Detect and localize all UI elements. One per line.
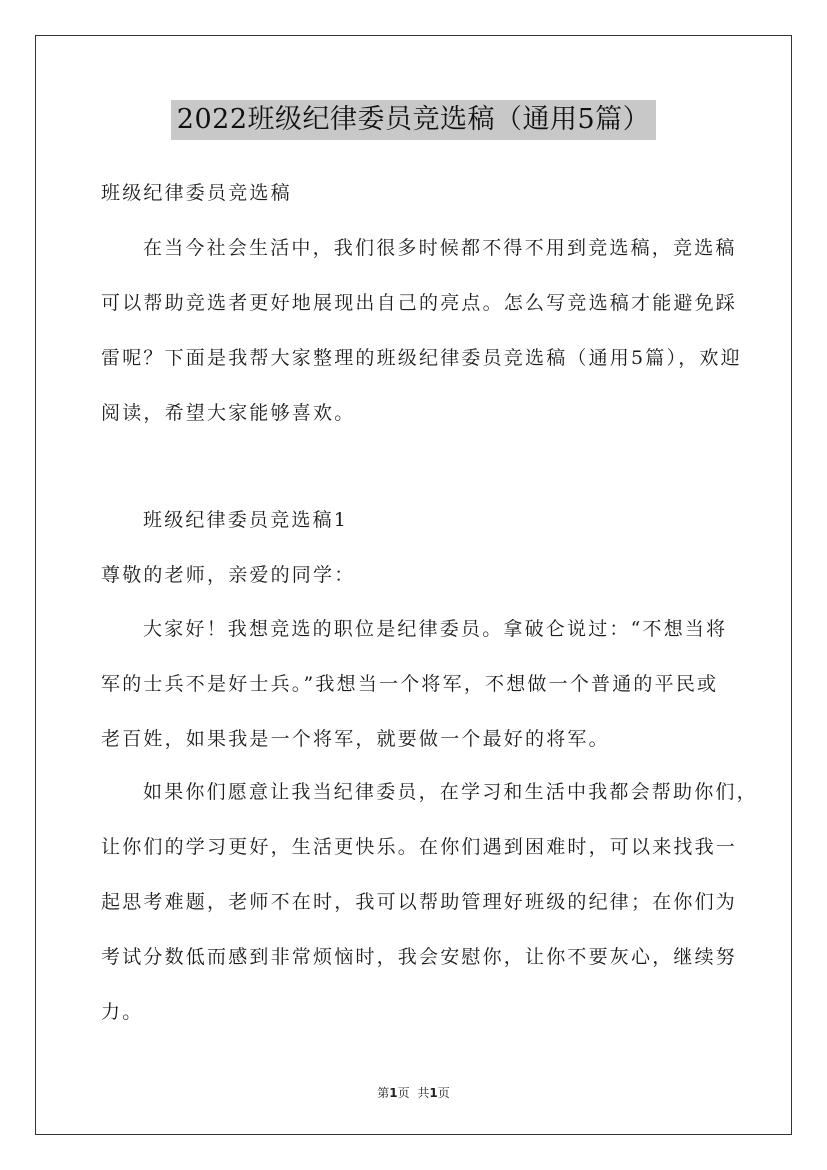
intro-line: 可以帮助竞选者更好地展现出自己的亮点。怎么写竞选稿才能避免踩 [101, 292, 738, 314]
footer-total-prefix: 共 [417, 1086, 430, 1100]
paragraph-line: 力。 [101, 1001, 144, 1023]
footer-page-prefix: 第 [377, 1086, 390, 1100]
paragraph-line: 大家好！我想竞选的职位是纪律委员。拿破仑说过：“不想当将 [143, 618, 728, 640]
page-footer [0, 1085, 827, 1101]
paragraph-line: 让你们的学习更好，生活更快乐。在你们遇到困难时，可以来找我一 [101, 836, 738, 858]
intro-line: 雷呢？下面是我帮大家整理的班级纪律委员竞选稿（通用5篇），欢迎 [101, 347, 742, 369]
paragraph-line: 起思考难题，老师不在时，我可以帮助管理好班级的纪律；在你们为 [101, 891, 738, 913]
paragraph-line: 老百姓，如果我是一个将军，就要做一个最好的将军。 [101, 728, 610, 750]
paragraph-line: 如果你们愿意让我当纪律委员，在学习和生活中我都会帮助你们， [143, 781, 758, 803]
paragraph-line: 考试分数低而感到非常烦恼时，我会安慰你，让你不要灰心，继续努 [101, 946, 738, 968]
footer-total-suffix: 页 [437, 1086, 450, 1100]
document-title: 2022班级纪律委员竞选稿（通用5篇） [171, 100, 656, 140]
paragraph-line: 军的士兵不是好士兵。”我想当一个将军，不想做一个普通的平民或 [101, 673, 719, 695]
intro-line: 在当今社会生活中，我们很多时候都不得不用到竞选稿，竞选稿 [143, 237, 737, 259]
salutation: 尊敬的老师，亲爱的同学： [101, 564, 356, 586]
footer-page-suffix: 页 [397, 1086, 410, 1100]
intro-line: 阅读，希望大家能够喜欢。 [101, 402, 356, 424]
document-heading: 班级纪律委员竞选稿 [101, 182, 292, 204]
title-wrap [0, 100, 827, 140]
footer-total-number: 1 [429, 1086, 438, 1100]
footer-page-number: 1 [389, 1086, 398, 1100]
section-title: 班级纪律委员竞选稿1 [143, 509, 349, 531]
